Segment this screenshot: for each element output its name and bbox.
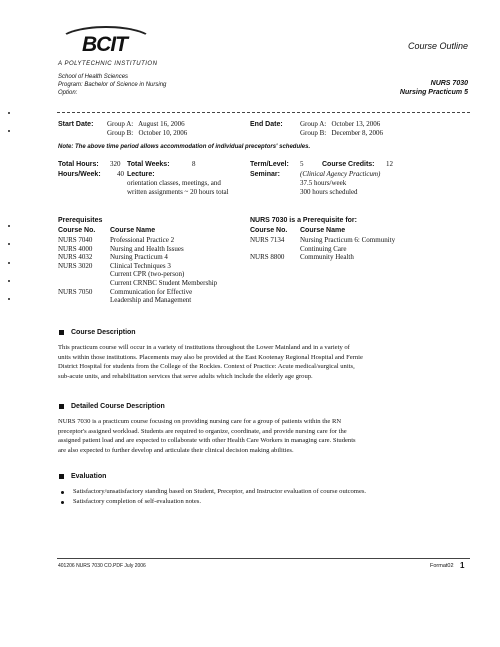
option-label: Option: <box>58 90 78 96</box>
table-row <box>58 279 248 288</box>
table-row <box>58 288 248 297</box>
lecture-line-1: orientation classes, meetings, and <box>127 179 221 187</box>
total-hours-value: 320 <box>110 160 121 168</box>
course-no: NURS 7050 <box>58 287 93 296</box>
course-name: Current CRNBC Student Membership <box>110 278 218 287</box>
table-row <box>58 270 248 279</box>
table-row <box>58 236 248 245</box>
course-description-heading: Course Description <box>71 329 136 336</box>
prereq-for-col-name: Course Name <box>300 227 346 234</box>
end-date-b: Group B: December 8, 2006 <box>300 129 384 137</box>
course-name: Clinical Techniques 3 <box>110 261 171 270</box>
logo-text: BCIT <box>82 33 127 56</box>
table-row <box>58 262 248 271</box>
footer-format: Format02 <box>430 563 454 569</box>
section-bullet-icon <box>59 474 64 479</box>
course-title: Nursing Practicum 5 <box>399 89 468 96</box>
doc-type: Course Outline <box>407 41 468 51</box>
bcit-logo <box>58 20 153 62</box>
total-weeks-value: 8 <box>192 160 196 168</box>
course-code: NURS 7030 <box>430 80 468 87</box>
prereq-for-heading: NURS 7030 is a Prerequisite for: <box>250 217 357 224</box>
term-level-value: 5 <box>300 160 304 168</box>
bullet-icon <box>61 491 64 494</box>
prereq-for-table <box>250 236 460 262</box>
footer-divider <box>57 558 470 559</box>
margin-mark <box>8 243 10 245</box>
table-row <box>58 245 248 254</box>
evaluation-heading: Evaluation <box>71 473 107 480</box>
footer-left: 401206 NURS 7030 CO.PDF July 2006 <box>58 563 146 569</box>
course-name: Nursing and Health Issues <box>110 244 184 253</box>
course-name: Communication for Effective <box>110 287 193 296</box>
course-name: Community Health <box>300 253 354 262</box>
course-no: NURS 4000 <box>58 244 93 253</box>
start-date-label: Start Date: <box>58 121 94 128</box>
schedule-note: Note: The above time period allows accommodation of individual preceptors' schedules. <box>58 144 311 150</box>
total-weeks-label: Total Weeks: <box>127 161 170 168</box>
paragraph-line: units within those institutions. Placements may also be provided at the East Kootenay Regional Hospital and Fernie <box>58 353 363 361</box>
course-name: Professional Practice 2 <box>110 236 175 244</box>
seminar-line-1: (Clinical Agency Practicum) <box>300 170 381 178</box>
margin-mark <box>8 112 10 114</box>
logo-tagline: A POLYTECHNIC INSTITUTION <box>58 61 158 67</box>
margin-mark <box>8 298 10 300</box>
end-date-a: Group A: October 13, 2006 <box>300 120 381 128</box>
prereq-for-col-no: Course No. <box>250 227 288 234</box>
seminar-label: Seminar: <box>250 171 280 178</box>
paragraph-line: District Hospital for students from the College of the Rockies. Context of Practice: Acute medical/surgical units, <box>58 363 355 370</box>
course-description-body <box>58 343 472 381</box>
course-no: NURS 7040 <box>58 236 93 244</box>
page-number: 1 <box>460 561 465 570</box>
course-no: NURS 3020 <box>58 261 93 270</box>
hours-week-value: 40 <box>117 170 124 178</box>
course-credits-value: 12 <box>386 160 393 168</box>
seminar-line-3: 300 hours scheduled <box>300 188 358 196</box>
prereq-col-no: Course No. <box>58 227 96 234</box>
margin-mark <box>8 262 10 264</box>
paragraph-line: assigned patient load and are expected to collaborate with other Health Care Workers in managing care. Students <box>58 437 356 444</box>
program-name: Program: Bachelor of Science in Nursing <box>58 82 167 88</box>
bullet-icon <box>61 501 64 504</box>
table-row <box>58 296 248 305</box>
prereq-table <box>58 236 248 305</box>
table-row <box>58 253 248 262</box>
evaluation-item: Satisfactory/unsatisfactory standing based on Student, Preceptor, and Instructor evaluation of course outcomes. <box>73 488 367 495</box>
prereq-heading: Prerequisites <box>58 217 103 224</box>
paragraph-line: NURS 7030 is a practicum course focusing on providing nursing care for a group of patients within the RN <box>58 418 342 425</box>
course-name: Current CPR (two-person) <box>110 270 185 279</box>
hours-week-label: Hours/Week: <box>58 171 101 178</box>
start-date-a: Group A: August 16, 2006 <box>107 120 185 128</box>
detailed-description-heading: Detailed Course Description <box>71 403 165 410</box>
lecture-label: Lecture: <box>127 171 155 178</box>
school-name: School of Health Sciences <box>58 74 129 80</box>
table-row <box>250 253 460 262</box>
course-name: Nursing Practicum 6: Community <box>300 236 396 244</box>
detailed-description-body <box>58 417 472 455</box>
section-bullet-icon <box>59 404 64 409</box>
margin-mark <box>8 130 10 132</box>
paragraph-line: sub-acute units, and rehabilitation services that serve adults which include the elderly age group. <box>58 372 313 380</box>
course-no: NURS 7134 <box>250 236 285 244</box>
margin-mark <box>8 225 10 227</box>
margin-mark <box>8 280 10 282</box>
prereq-col-name: Course Name <box>110 227 156 234</box>
seminar-line-2: 37.5 hours/week <box>300 179 347 187</box>
course-no: NURS 4032 <box>58 253 93 262</box>
paragraph-line: This practicum course will occur in a variety of institutions throughout the Lower Mainland and in a variety of <box>58 344 350 351</box>
lecture-line-2: written assignments ~ 20 hours total <box>127 188 229 196</box>
table-row <box>250 245 460 254</box>
total-hours-label: Total Hours: <box>58 161 99 168</box>
start-date-b: Group B: October 10, 2006 <box>107 129 188 137</box>
course-name: Continuing Care <box>300 244 347 253</box>
course-name: Leadership and Management <box>110 296 192 305</box>
course-credits-label: Course Credits: <box>322 161 375 168</box>
end-date-label: End Date: <box>250 121 283 128</box>
paragraph-line: are also expected to further develop and articulate their clinical decision making abilities. <box>58 446 294 454</box>
table-row <box>250 236 460 245</box>
term-level-label: Term/Level: <box>250 161 289 168</box>
divider <box>57 112 470 113</box>
evaluation-item: Satisfactory completion of self-evaluation notes. <box>73 498 201 505</box>
course-no: NURS 8800 <box>250 253 285 262</box>
section-bullet-icon <box>59 330 64 335</box>
course-name: Nursing Practicum 4 <box>110 253 168 262</box>
paragraph-line: preceptor's assigned workload. Students are required to organize, coordinate, and provide nursing care for the <box>58 427 347 435</box>
